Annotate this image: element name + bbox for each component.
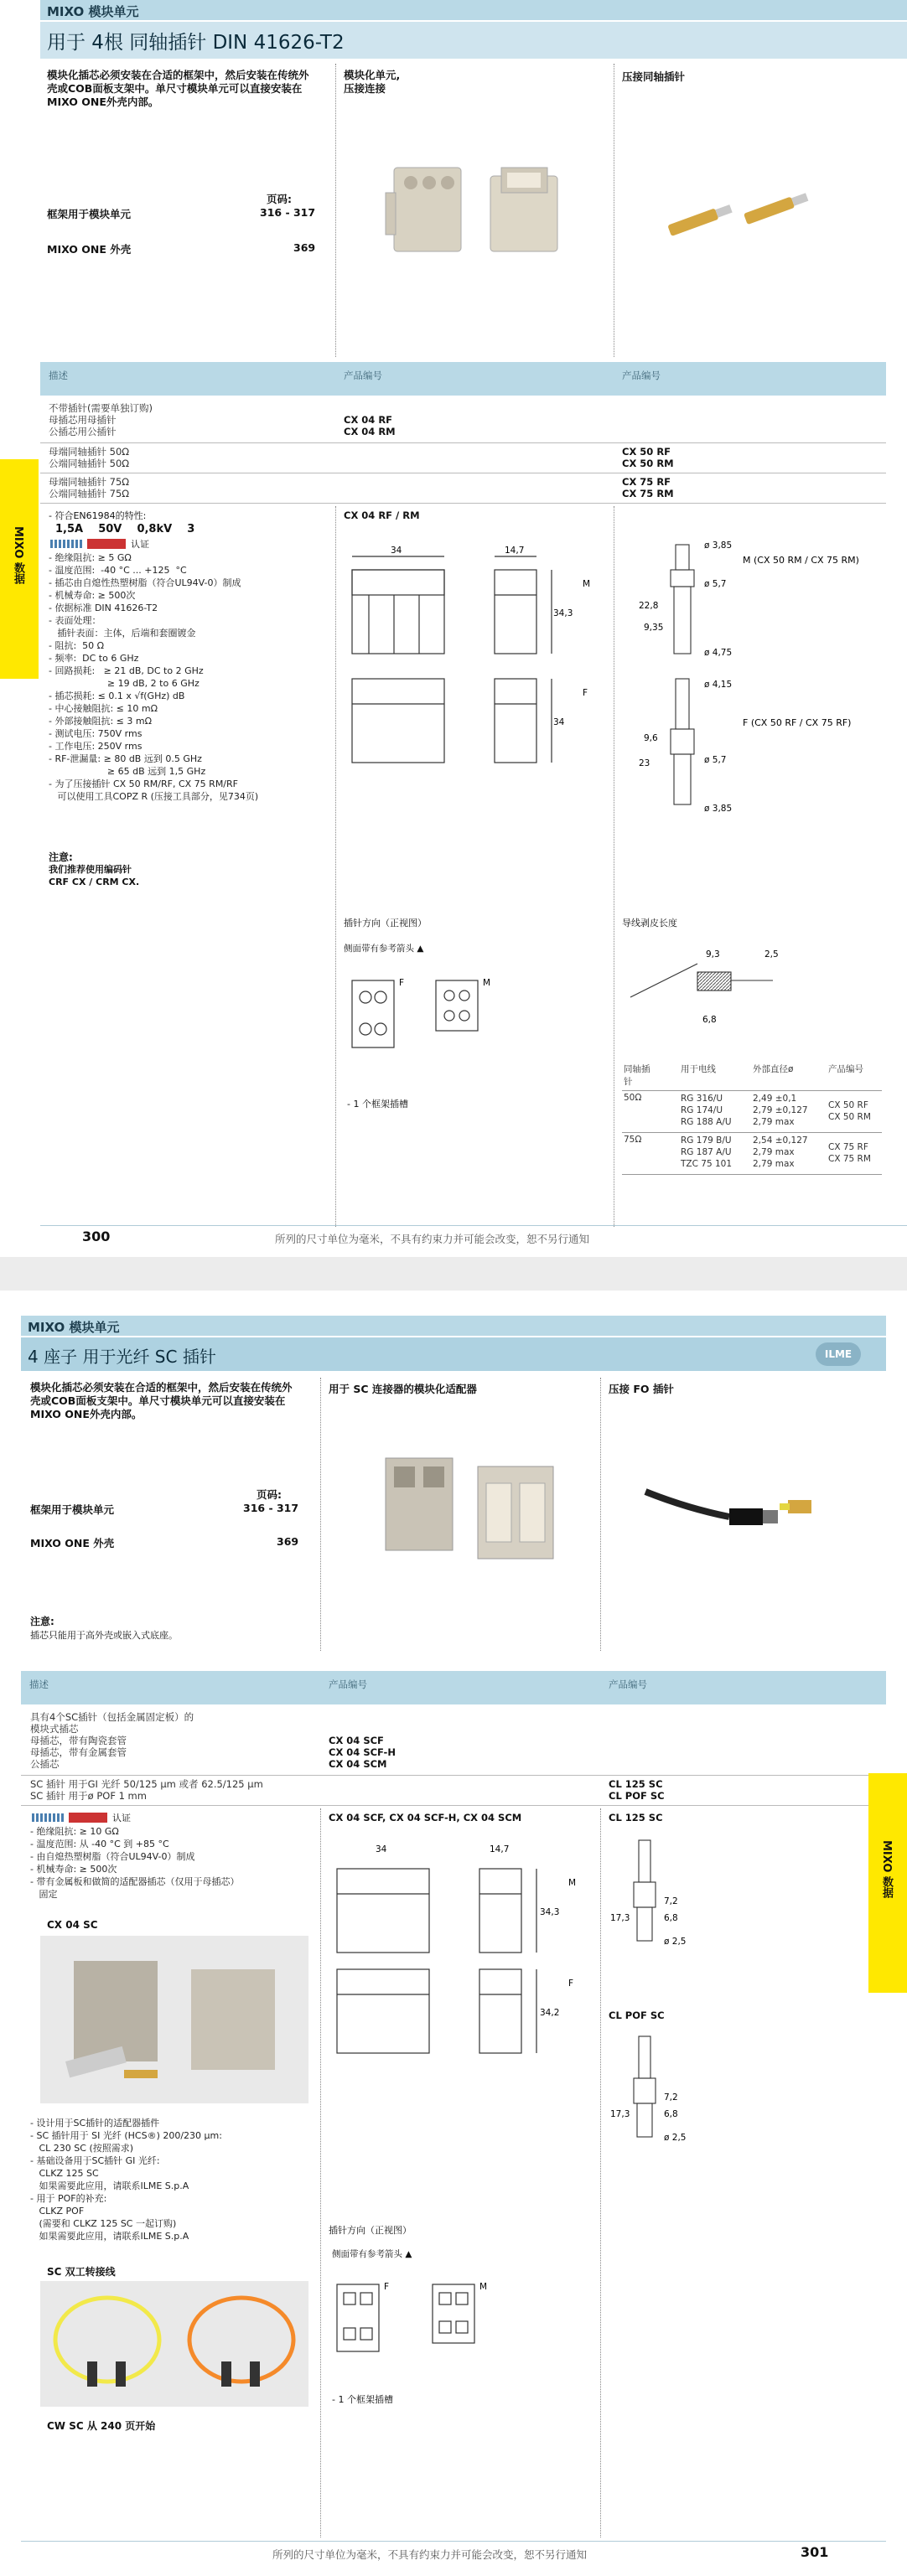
cable-row (622, 1133, 882, 1175)
col-code2: 产品编号 (622, 370, 661, 381)
rating: 1,5A 50V 0,8kV 3 (55, 523, 195, 535)
row-divider (21, 1805, 886, 1806)
insertion-label: 插针方向（正视图） (329, 2225, 412, 2236)
page-300 (0, 0, 907, 1257)
pin-f: F (399, 978, 405, 988)
sc-adapter-photo (369, 1441, 570, 1567)
col-code2: 产品编号 (609, 1679, 647, 1690)
label-f: F (568, 1979, 574, 1989)
cable-col-head: 同轴插针 (624, 1064, 650, 1087)
coax-pin-photo (654, 184, 821, 260)
side-tab-label: MIXO 数据 (880, 1840, 893, 1898)
sc-insertion-drawing (329, 2268, 496, 2368)
table-header (21, 1671, 886, 1704)
side-tab[interactable] (868, 1773, 907, 1993)
table-header (40, 362, 886, 396)
housing-label: MIXO ONE 外壳 (30, 1537, 115, 1549)
col2-head: 模块化单元, 压接连接 (344, 69, 401, 95)
pages-label: 页码: (257, 1488, 282, 1501)
cert-logo-icon (87, 539, 126, 549)
dim-w147: 14,7 (505, 546, 525, 556)
dim-d475: ø 4,75 (704, 648, 733, 658)
cable-cell: 2,49 ±0,1 2,79 ±0,127 2,79 max (753, 1094, 808, 1127)
section-title: MIXO 模块单元 (47, 4, 139, 19)
clpof-label: CL POF SC (609, 2010, 665, 2021)
dim-h343: 34,3 (553, 608, 573, 618)
divider (600, 1808, 601, 2537)
title-bar (40, 22, 907, 59)
cl125-drawing (609, 1832, 726, 1958)
frame-label: 框架用于模块单元 (47, 208, 132, 220)
coax-drawing (620, 528, 889, 821)
dim-sc68: 6,8 (664, 2109, 678, 2119)
dim-d57: ø 5,7 (704, 579, 727, 589)
dim-l23: 23 (639, 758, 650, 768)
cable-table-head (622, 1063, 882, 1091)
module-photo (377, 151, 578, 268)
cert-logo-icon (32, 1813, 65, 1822)
drawing-label: CX 04 SCF, CX 04 SCF-H, CX 04 SCM (329, 1812, 522, 1823)
row-desc: 不带插针(需要单独订购) 母插芯用母插针 公插芯用公插针 (49, 402, 153, 437)
col3-head: 压接 FO 插针 (609, 1383, 674, 1395)
cert-logo-icon (69, 1813, 107, 1823)
male-module-shape (490, 168, 557, 251)
strip-drawing (622, 939, 790, 1031)
dim-d385: ø 3,85 (704, 541, 733, 551)
cable-cell: 50Ω (624, 1093, 642, 1103)
row-divider (40, 503, 886, 504)
spec-intro: - 符合EN61984的特性: (49, 510, 147, 521)
row-code[interactable]: CX 50 RF CX 50 RM (622, 446, 674, 469)
footer (21, 2541, 886, 2566)
housing-pages[interactable]: 369 (277, 1535, 299, 1548)
dim-sc25: ø 2,5 (664, 2133, 687, 2143)
dim-s25: 2,5 (764, 949, 779, 960)
dim-w34: 34 (376, 1844, 387, 1854)
patch-cable-photo (40, 2281, 308, 2407)
patch-label: SC 双工转接线 (47, 2266, 116, 2278)
page-gap (0, 1257, 907, 1291)
page-number: 301 (801, 2544, 829, 2560)
row-divider (40, 442, 886, 443)
ilme-logo-icon: ILME (816, 1342, 861, 1366)
col2-head: 用于 SC 连接器的模块化适配器 (329, 1383, 477, 1395)
cable-cell: 75Ω (624, 1135, 642, 1145)
label-m: M (568, 1878, 577, 1888)
cable-cell[interactable]: CX 75 RF CX 75 RM (828, 1142, 871, 1164)
page-title: 4 座子 用于光纤 SC 插针 (28, 1347, 216, 1367)
dim-d57: ø 5,7 (704, 755, 727, 765)
frame-label: 框架用于模块单元 (30, 1503, 115, 1516)
row-desc: 母端同轴插针 50Ω 公端同轴插针 50Ω (49, 446, 130, 469)
dim-d415: ø 4,15 (704, 680, 733, 690)
col-code: 产品编号 (344, 370, 382, 381)
spec-list: - 绝缘阻抗: ≥ 5 GΩ - 温度范围: -40 °C ... +125 °C - 插芯由自熄性热塑树脂（符合UL94V-0）制成 - 机械寿命: ≥ 500次 - 依据标准 DIN 41626-T2 - 表面处理： 插针表面：主体，后端和套圈镀金 - 阻抗: 50 Ω - 频率: DC to 6 GHz - 回路损耗: ≥ 21 dB, DC to 2 GHz ≥ 19 dB, 2 to 6 GHz - 插芯损耗: ≤ 0.1 x √f(GHz) dB - 中心接触阻抗: ≤ 10 mΩ - 外部接触阻抗: ≤ 3 mΩ - 测试电压: 750V rms - 工作电压: 250V rms - RF-泄漏量: ≥ 80 dB 远到 0.5 GHz ≥ 65 dB 远到 1,5 GHz - 为了压接插针 CX 50 RM/RF, CX 75 RM/RF 可以使用工具COPZ R (压接工具部分，见734页) (49, 552, 259, 802)
note-text: 插芯只能用于高外壳或嵌入式底座。 (30, 1630, 178, 1641)
section-title: MIXO 模块单元 (28, 1320, 120, 1335)
title-bar (21, 1337, 886, 1371)
cable-cell[interactable]: CX 50 RF CX 50 RM (828, 1100, 871, 1122)
frame-note: - 1 个框架插槽 (332, 2394, 393, 2405)
dim-l935: 9,35 (644, 623, 664, 633)
sc-insert-photo (40, 1936, 308, 2103)
pin-f: F (384, 2282, 390, 2292)
side-tab[interactable] (0, 459, 39, 679)
strip-label: 导线剥皮长度 (622, 918, 677, 928)
row-code[interactable]: CX 04 RF CX 04 RM (344, 414, 396, 437)
dim-sc25: ø 2,5 (664, 1937, 687, 1947)
page-number: 300 (82, 1229, 111, 1244)
row-desc: SC 插针 用于GI 光纤 50/125 μm 或者 62.5/125 μm SC 插针 用于ø POF 1 mm (30, 1778, 263, 1802)
cert-text: 认证 (112, 1813, 131, 1823)
section-header (40, 0, 907, 20)
cable-cell: 2,54 ±0,127 2,79 max 2,79 max (753, 1135, 808, 1169)
page-301 (0, 1291, 907, 2576)
dim-l96: 9,6 (644, 733, 658, 743)
footer (40, 1225, 907, 1250)
dim-sc72: 7,2 (664, 1896, 678, 1906)
insertion-sub: 侧面带有参考箭头 ▲ (344, 944, 424, 954)
spec-list: - 绝缘阻抗: ≥ 10 GΩ - 温度范围: 从 -40 °C 到 +85 °C - 由自熄热塑树脂（符合UL94V-0）制成 - 机械寿命: ≥ 500次 - 带有金属板和做简的适配器插芯（仅用于母插芯） 固定 (30, 1826, 240, 1900)
dim-h34: 34 (553, 717, 565, 727)
cable-table (622, 1063, 882, 1175)
pin-m: M (483, 978, 491, 988)
drawing-label: CX 04 RF / RM (344, 510, 420, 521)
divider (335, 64, 336, 357)
row-desc: 母端同轴插针 75Ω 公端同轴插针 75Ω (49, 476, 130, 499)
divider (320, 1808, 321, 2537)
cable-col-head: 用于电线 (681, 1064, 716, 1074)
cable-cell: RG 179 B/U RG 187 A/U TZC 75 101 (681, 1135, 733, 1169)
fo-pin-photo (637, 1475, 821, 1550)
coax-m-label: M (CX 50 RM / CX 75 RM) (743, 555, 859, 566)
page-title: 用于 4根 同轴插针 DIN 41626-T2 (47, 32, 345, 54)
side-tab-label: MIXO 数据 (12, 526, 24, 584)
module-drawing (344, 536, 604, 779)
note-label: 注意: (49, 851, 73, 863)
dim-w147: 14,7 (490, 1844, 510, 1854)
label-m: M (583, 579, 591, 589)
clpof-drawing (609, 2028, 726, 2154)
col3-head: 压接同轴插针 (622, 70, 686, 83)
divider (335, 506, 336, 1227)
section-header (21, 1316, 886, 1336)
intro-text: 模块化插芯必须安装在合适的框架中，然后安装在传统外壳或COB面板支架中。单尺寸模块单元可以直接安装在MIXO ONE外壳内部。 (47, 69, 309, 108)
row-desc: 具有4个SC插针（包括金属固定板）的 模块式插芯 母插芯，带有陶瓷套管 母插芯，带有金属套管 公插芯 (30, 1711, 194, 1770)
dim-sc173: 17,3 (610, 2109, 630, 2119)
patch-footer[interactable]: CW SC 从 240 页开始 (47, 2420, 156, 2432)
insertion-drawing (344, 964, 511, 1064)
housing-label: MIXO ONE 外壳 (47, 243, 132, 256)
label-f: F (583, 688, 588, 698)
note-text: 我们推荐使用编码针 CRF CX / CRM CX. (49, 864, 140, 887)
row-code[interactable]: CL 125 SC CL POF SC (609, 1778, 665, 1802)
divider (320, 1378, 321, 1651)
sc-list: - 设计用于SC插针的适配器插件 - SC 插针用于 SI 光纤 (HCS®) 200/230 μm: CL 230 SC (按照需求) - 基础设备用于SC插针 GI 光纤: CLKZ 125 SC 如果需要此应用，请联系ILME S.p.A - 用于 POF的补充: CLKZ POF (需要和 CLKZ 125 SC 一起订购) 如果需要此应用，请联系ILME S.p.A (30, 2118, 222, 2242)
pin-m: M (479, 2282, 488, 2292)
coax-f-label: F (CX 50 RF / CX 75 RF) (743, 717, 852, 728)
dim-sc68: 6,8 (664, 1913, 678, 1923)
footer-note: 所列的尺寸单位为毫米，不具有约束力并可能会改变，恕不另行通知 (275, 1233, 590, 1245)
insertion-sub: 侧面带有参考箭头 ▲ (332, 2249, 412, 2259)
divider (600, 1378, 601, 1651)
frame-pages[interactable]: 316 - 317 (260, 206, 316, 219)
dim-s68: 6,8 (702, 1015, 717, 1025)
housing-pages[interactable]: 369 (293, 241, 316, 254)
row-code[interactable]: CX 75 RF CX 75 RM (622, 476, 674, 499)
footer-note: 所列的尺寸单位为毫米，不具有约束力并可能会改变，恕不另行通知 (272, 2548, 588, 2561)
cl125-label: CL 125 SC (609, 1812, 663, 1823)
dim-d385: ø 3,85 (704, 804, 733, 814)
col-desc: 描述 (29, 1679, 49, 1690)
photo-label: CX 04 SC (47, 1919, 98, 1931)
col-code: 产品编号 (329, 1679, 367, 1690)
row-code[interactable]: CX 04 SCF CX 04 SCF-H CX 04 SCM (329, 1735, 396, 1770)
dim-l228: 22,8 (639, 601, 659, 611)
cert-text: 认证 (131, 539, 149, 550)
dim-w34: 34 (391, 546, 402, 556)
frame-pages[interactable]: 316 - 317 (243, 1502, 299, 1514)
dim-sc173: 17,3 (610, 1913, 630, 1923)
col-desc: 描述 (49, 370, 68, 381)
row-divider (21, 1775, 886, 1776)
cable-col-head: 外部直径ø (753, 1064, 794, 1074)
cable-cell: RG 316/U RG 174/U RG 188 A/U (681, 1094, 732, 1127)
dim-h342: 34,2 (540, 2008, 560, 2018)
note-label: 注意: (30, 1616, 54, 1627)
cable-col-head: 产品编号 (828, 1064, 863, 1074)
intro-text: 模块化插芯必须安装在合适的框架中，然后安装在传统外壳或COB面板支架中。单尺寸模块单元可以直接安装在MIXO ONE外壳内部。 (30, 1381, 293, 1420)
dim-sc72: 7,2 (664, 2092, 678, 2103)
pages-label: 页码: (267, 193, 292, 205)
dim-h343: 34,3 (540, 1907, 560, 1917)
sc-module-drawing (329, 1835, 588, 2070)
cert-logo-icon (50, 540, 84, 548)
frame-note: - 1 个框架插槽 (347, 1099, 408, 1110)
insertion-label: 插针方向（正视图） (344, 918, 427, 928)
dim-s93: 9,3 (706, 949, 720, 960)
cable-row (622, 1091, 882, 1133)
female-module-shape (386, 168, 461, 251)
